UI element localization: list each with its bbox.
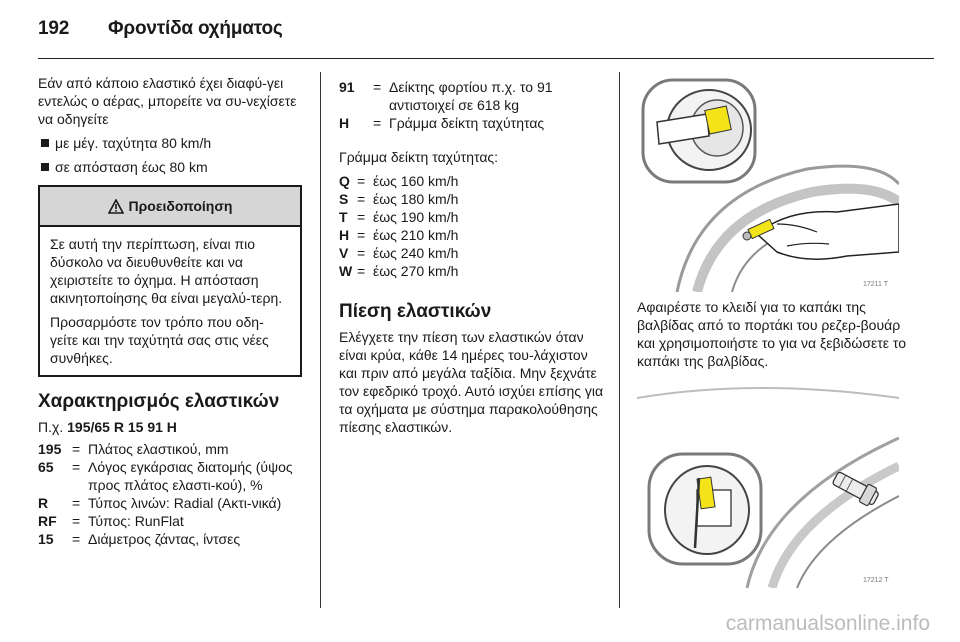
definition-row: 195 = Πλάτος ελαστικού, mm [38, 441, 229, 457]
definition-row: R = Τύπος λινών: Radial (Ακτι-νικά) [38, 495, 282, 511]
valve-cap-caption: Αφαιρέστε το κλειδί για το καπάκι της βαλβίδας από το πορτάκι του ρεζερ-βουάρ και χρησιμοποιήστε το για να ξεβιδώσετε το καπάκι της βαλβίδας. [637, 299, 907, 369]
warning-paragraph: Σε αυτή την περίπτωση, είναι πιο δύσκολο να διευθυνθείτε και να χειριστείτε το όχημα. Η απόσταση ακινητοποίησης θα είναι μεγαλύ-τερη. [50, 236, 283, 306]
header-rule [38, 58, 934, 59]
warning-paragraph: Προσαρμόστε τον τρόπο που οδη-γείτε και την ταχύτητά σας στις νέες συνθήκες. [50, 314, 269, 366]
warning-box [38, 185, 302, 377]
figure-code: 17211 T [863, 281, 889, 288]
speed-row: W = έως 270 km/h [339, 263, 459, 279]
tire-pressure-text: Ελέγχετε την πίεση των ελαστικών όταν είναι κρύα, κάθε 14 ημέρες του-λάχιστον και πριν από μεγάλα ταξίδια. Μην ξεχνάτε τον εφεδρικό τροχό. Αυτό ισχύει επίσης για τα οχήματα με σύστημα παρακολούθησης πίεσης ελαστικών. [339, 329, 604, 435]
page-header [38, 18, 283, 40]
definition-row: RF = Τύπος: RunFlat [38, 513, 184, 529]
warning-triangle-icon [108, 199, 124, 214]
column-2 [339, 78, 605, 436]
tire-designation-heading: Χαρακτηρισμός ελαστικών [38, 391, 280, 412]
designation-list [38, 440, 302, 548]
example-code: 195/65 R 15 91 H [67, 419, 177, 435]
speed-row: V = έως 240 km/h [339, 245, 459, 261]
definition-row: 91 = Δείκτης φορτίου π.χ. το 91 αντιστοιχεί σε 618 kg [339, 79, 553, 113]
definition-row: 15 = Διάμετρος ζάντας, ίντσες [38, 531, 241, 547]
warning-header [40, 187, 300, 227]
watermark: carmanualsonline.info [725, 612, 930, 635]
speed-letter-label: Γράμμα δείκτη ταχύτητας: [339, 149, 499, 165]
bullet-square-icon [41, 163, 49, 171]
column-divider-1 [320, 72, 321, 608]
column-1 [38, 74, 302, 548]
bullet-item: σε απόσταση έως 80 km [38, 158, 302, 176]
bullet-square-icon [41, 139, 49, 147]
speed-row: H = έως 210 km/h [339, 227, 459, 243]
bullet-item: με μέγ. ταχύτητα 80 km/h [38, 134, 302, 152]
definition-row: H = Γράμμα δείκτη ταχύτητας [339, 115, 545, 131]
intro-text: Εάν από κάποιο ελαστικό έχει διαφύ-γει εντελώς ο αέρας, μπορείτε να συ-νεχίσετε να οδηγείτε [38, 75, 297, 127]
column-divider-2 [619, 72, 620, 608]
definition-row: 65 = Λόγος εγκάρσιας διατομής (ύψος προς πλάτος ελαστι-κού), % [38, 459, 293, 493]
speed-row: Q = έως 160 km/h [339, 173, 459, 189]
valve-cap-key-illustration [637, 74, 899, 292]
page-title: Φροντίδα οχήματος [108, 18, 283, 39]
speed-letter-list [339, 172, 605, 280]
valve-cap-removal-illustration [637, 378, 899, 588]
figure-code: 17212 T [863, 577, 889, 584]
page-number: 192 [38, 18, 70, 39]
example-line: Π.χ. 195/65 R 15 91 H [38, 419, 177, 435]
warning-body [40, 227, 300, 375]
warning-title: Προειδοποίηση [128, 198, 233, 214]
tire-pressure-heading: Πίεση ελαστικών [339, 301, 492, 322]
speed-row: T = έως 190 km/h [339, 209, 459, 225]
speed-row: S = έως 180 km/h [339, 191, 459, 207]
load-speed-list [339, 78, 605, 132]
